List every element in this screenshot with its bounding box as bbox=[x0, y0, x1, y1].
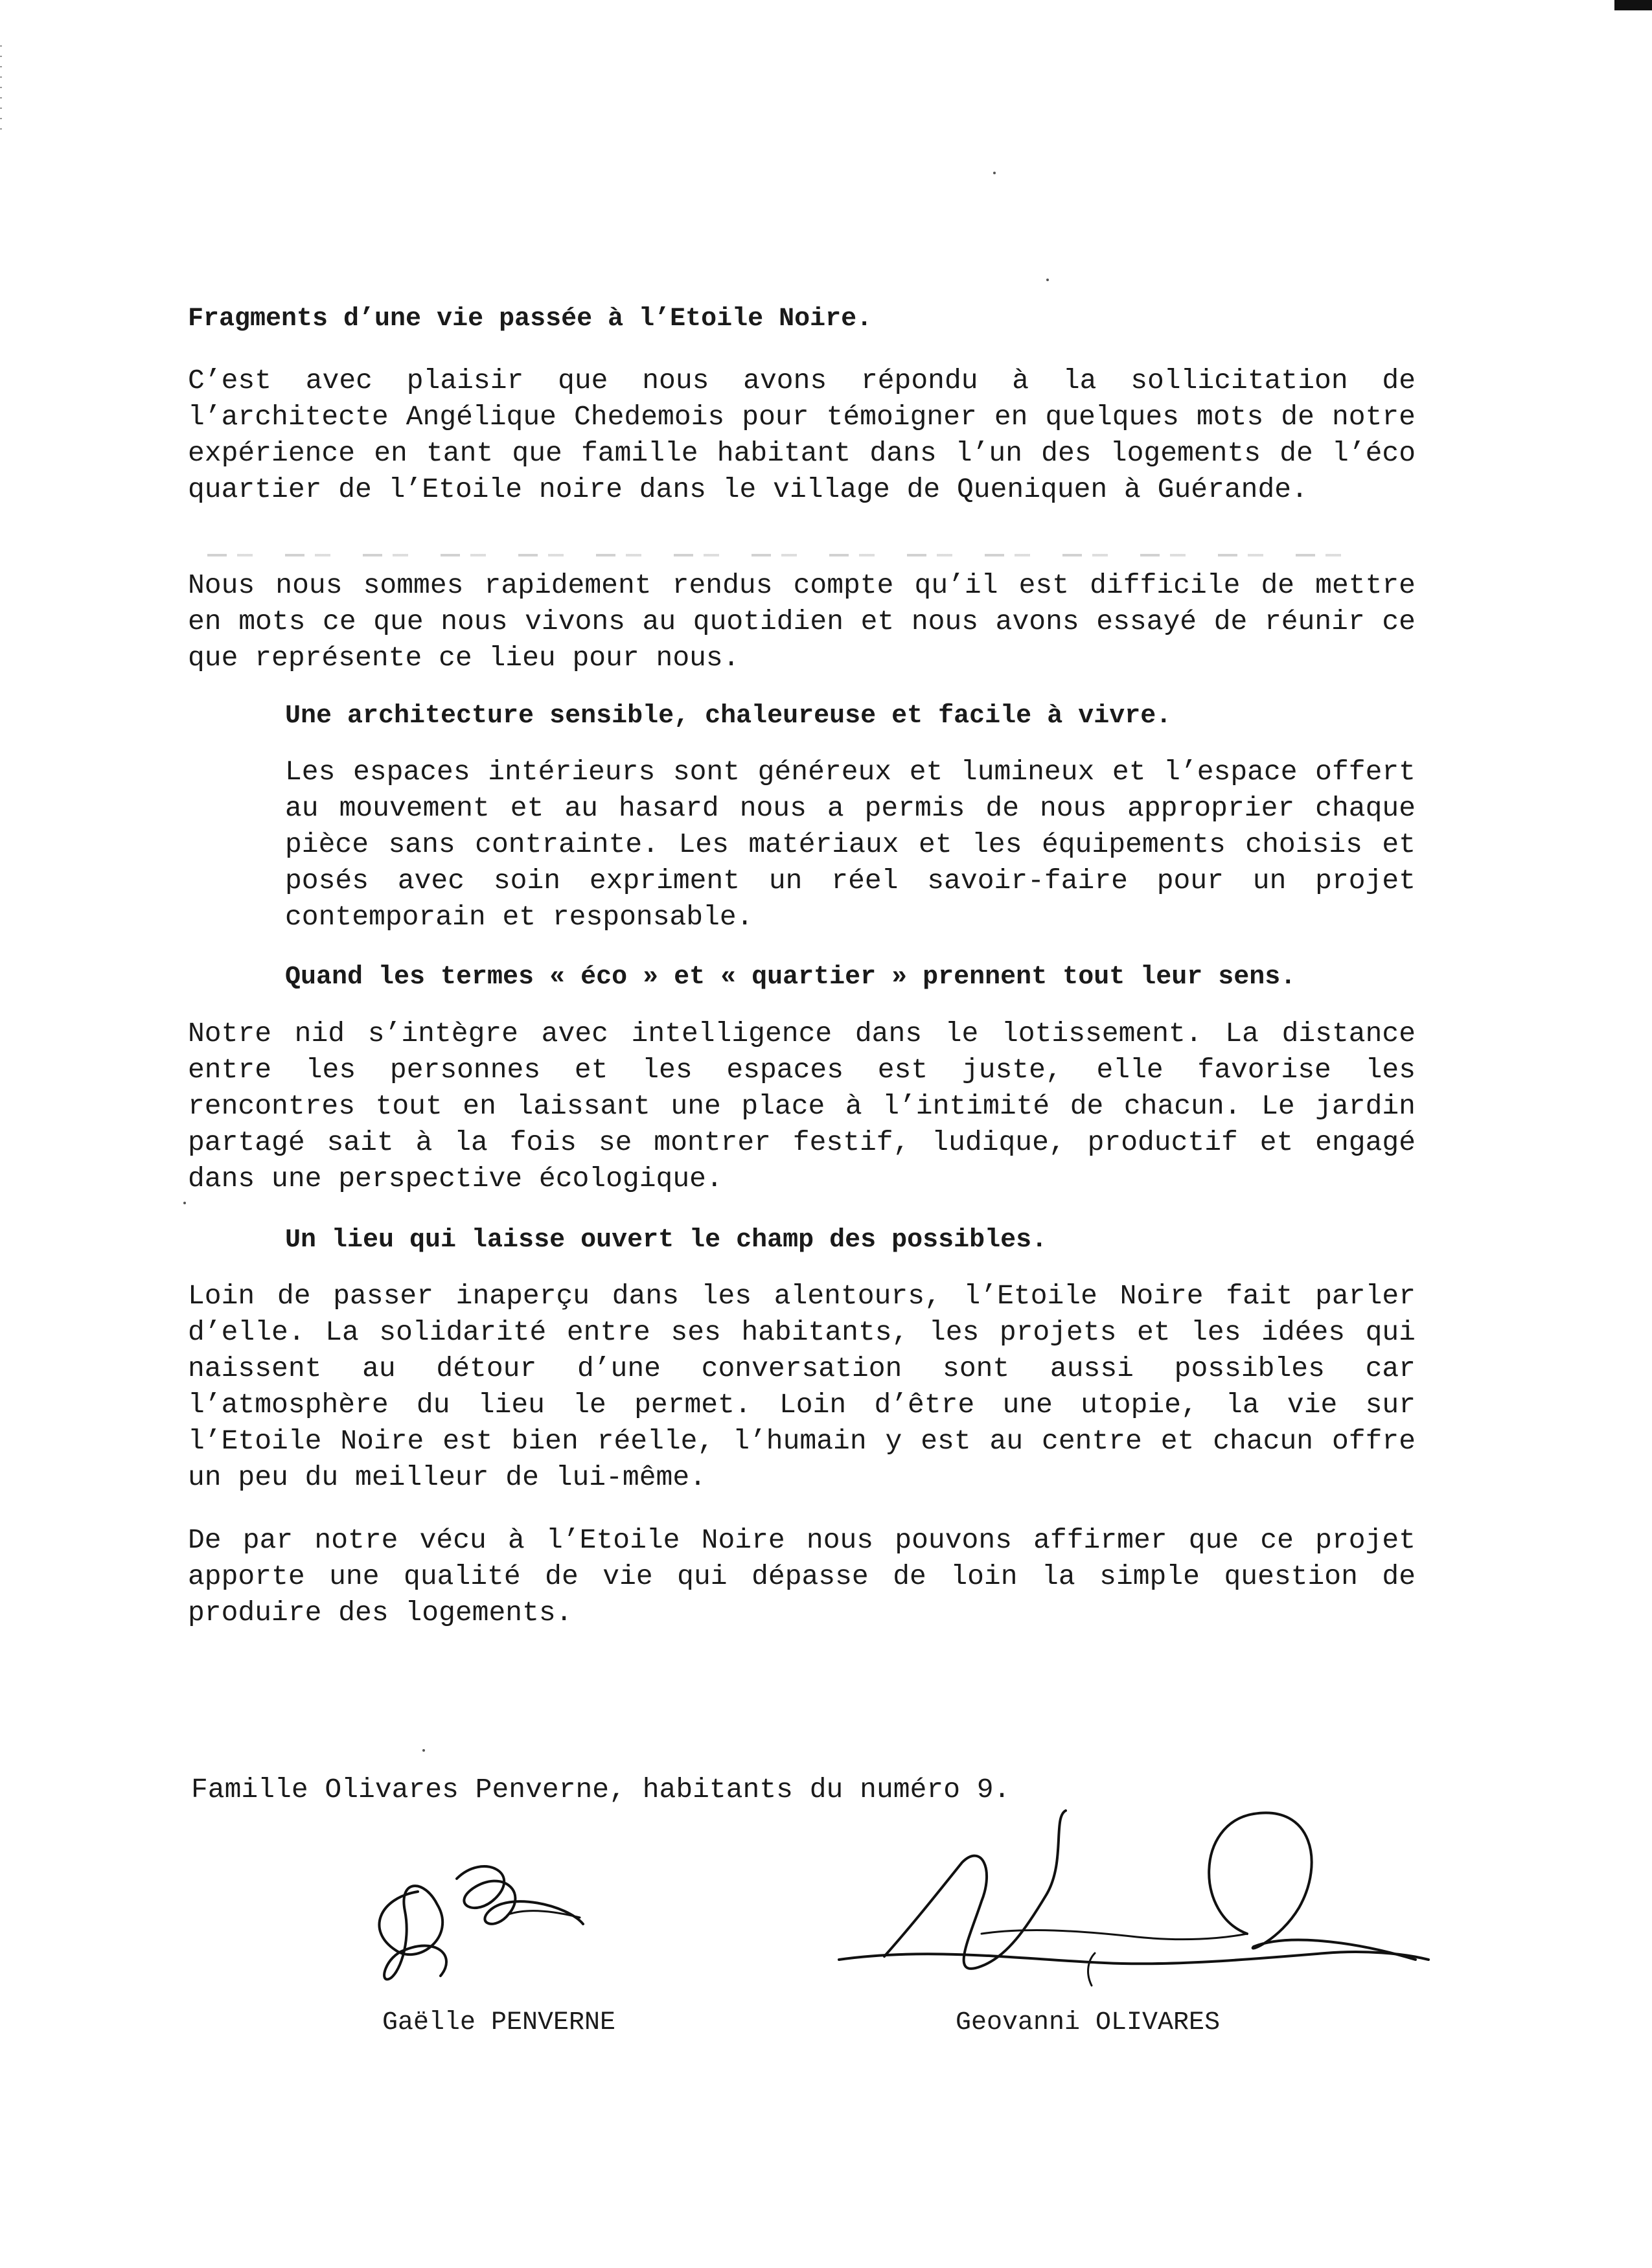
signoff: Famille Olivares Penverne, habitants du numéro 9. bbox=[191, 1774, 1011, 1805]
signature-gaelle bbox=[360, 1853, 593, 1989]
scan-speck bbox=[422, 1749, 425, 1752]
scan-speck bbox=[1046, 279, 1049, 281]
letter-title: Fragments d’une vie passée à l’Etoile Noire. bbox=[188, 304, 873, 334]
signatory-name: Geovanni OLIVARES bbox=[956, 2008, 1221, 2037]
section-heading-possibles: Un lieu qui laisse ouvert le champ des possibles. bbox=[285, 1226, 1048, 1255]
scan-noise-line bbox=[207, 554, 1348, 556]
section-body-eco-quartier: Notre nid s’intègre avec intelligence dans le lotissement. La distance entre les personnes et les espaces est juste, elle favorise les rencontres tout en laissant une place à l’intimité de chacun. Le jardin partagé sait à la fois se montrer festif, ludique, productif et engagé dans une perspective écologique. bbox=[188, 1018, 1416, 1195]
scan-edge-marks bbox=[0, 45, 2, 130]
section-heading-architecture: Une architecture sensible, chaleureuse et facile à vivre. bbox=[285, 702, 1172, 731]
scan-speck bbox=[993, 172, 996, 174]
conclusion-paragraph: De par notre vécu à l’Etoile Noire nous pouvons affirmer que ce projet apporte une qualité de vie qui dépasse de loin la simple question de produire des logements. bbox=[188, 1524, 1416, 1629]
intro-paragraph: C’est avec plaisir que nous avons répondu à la sollicitation de l’architecte Angélique Chedemois pour témoigner en quelques mots de notre expérience en tant que famille habitant dans l’un des logements de l’éco quartier de l’Etoile noire dans le village de Queniquen à Guérande. bbox=[188, 365, 1416, 505]
intro-paragraph-2: Nous nous sommes rapidement rendus compte qu’il est difficile de mettre en mots ce que nous vivons au quotidien et nous avons essayé de réunir ce que représente ce lieu pour nous. bbox=[188, 569, 1416, 674]
signature-geovanni bbox=[832, 1798, 1438, 1992]
section-body-architecture: Les espaces intérieurs sont généreux et lumineux et l’espace offert au mouvement et au hasard nous a permis de nous approprier chaque pièce sans contrainte. Les matériaux et les équipements choisis et posés avec soin expriment un réel savoir-faire pour un projet contemporain et responsable. bbox=[285, 756, 1416, 933]
scan-corner-mark bbox=[1614, 0, 1652, 10]
signatory-name: Gaëlle PENVERNE bbox=[382, 2008, 616, 2037]
section-body-possibles: Loin de passer inaperçu dans les alentours, l’Etoile Noire fait parler d’elle. La solidarité entre ses habitants, les projets et les idées qui naissent au détour d’une conversation sont aussi possibles car l’atmosphère du lieu le permet. Loin d’être une utopie, la vie sur l’Etoile Noire est bien réelle, l’humain y est au centre et chacun offre un peu du meilleur de lui-même. bbox=[188, 1280, 1416, 1493]
scan-speck bbox=[183, 1202, 186, 1204]
section-heading-eco-quartier: Quand les termes « éco » et « quartier » prennent tout leur sens. bbox=[285, 963, 1296, 992]
